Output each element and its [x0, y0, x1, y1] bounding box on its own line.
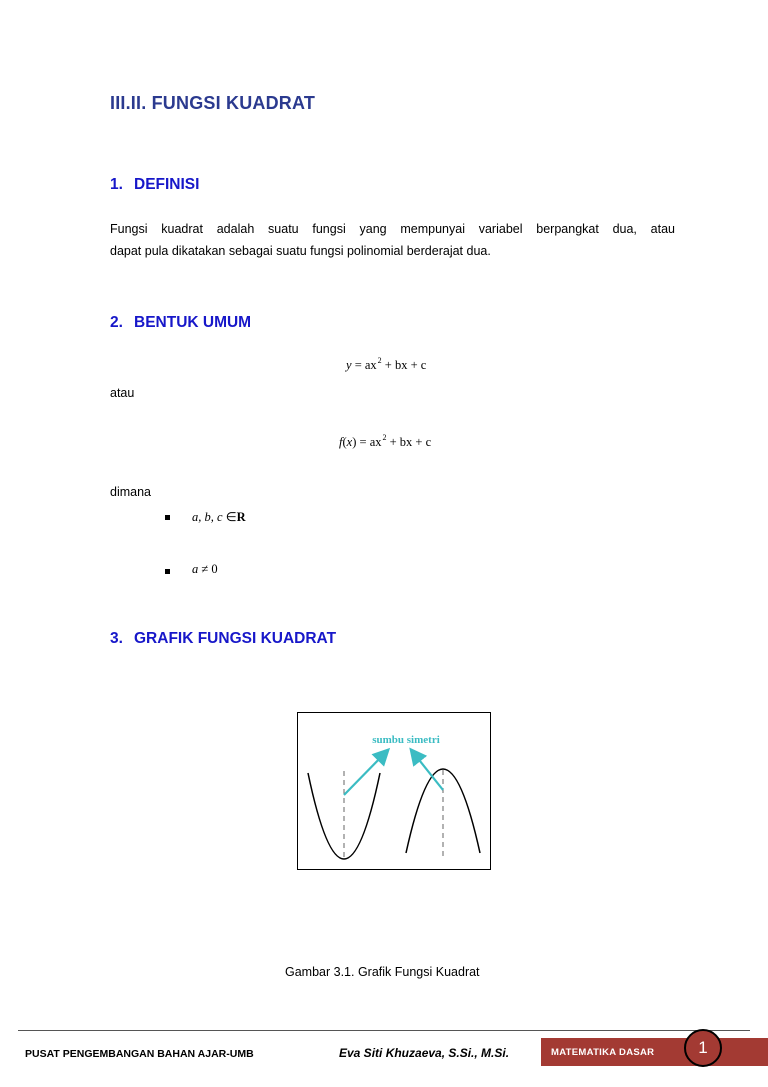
section-heading-grafik	[110, 630, 336, 648]
footer-author: Eva Siti Khuzaeva, S.Si., M.Si.	[339, 1046, 510, 1060]
bullet-item-nonzero-a	[192, 562, 218, 577]
symmetry-label: sumbu simetri	[372, 734, 440, 746]
bullet-item-real-coefficients	[192, 509, 246, 525]
equation-general-form	[346, 356, 426, 373]
section-number: 2.	[110, 314, 123, 331]
eq1-lhs: y	[346, 358, 352, 372]
section-number: 3.	[110, 630, 123, 647]
eq2-paren-open: (	[342, 435, 347, 449]
bullet2-var: a	[192, 562, 199, 576]
footer-institution: PUSAT PENGEMBANGAN BAHAN AJAR-UMB	[25, 1048, 254, 1060]
definition-line-2: dapat pula dikatakan sebagai suatu fungsi polinomial berderajat dua.	[110, 244, 491, 258]
section-title: DEFINISI	[134, 176, 200, 193]
eq1-rhs-a: = ax	[354, 358, 377, 372]
bullet-icon	[165, 515, 170, 520]
page-number: 1	[698, 1038, 708, 1057]
eq2-rhs-b: + bx + c	[389, 435, 432, 449]
eq2-paren-close: )	[352, 435, 357, 449]
section-number: 1.	[110, 176, 123, 193]
bullet2-condition: ≠ 0	[201, 562, 218, 576]
eq2-exponent: 2	[382, 433, 387, 442]
parabola-figure	[298, 713, 490, 869]
bullet1-vars: a, b, c	[192, 510, 223, 524]
eq1-exponent: 2	[377, 356, 382, 365]
footer-subject: MATEMATIKA DASAR	[551, 1047, 655, 1058]
bullet-icon	[165, 569, 170, 574]
arrow-left	[344, 751, 387, 795]
section-heading-bentuk-umum	[110, 314, 251, 332]
eq2-rhs-a: = ax	[359, 435, 382, 449]
eq2-function-name: f	[339, 435, 343, 449]
figure-caption: Gambar 3.1. Grafik Fungsi Kuadrat	[285, 965, 480, 979]
where-text: dimana	[110, 485, 151, 499]
definition-line-1: Fungsi kuadrat adalah suatu fungsi yang mempunyai variabel berpangkat dua, atau	[110, 222, 675, 236]
or-text: atau	[110, 386, 135, 400]
eq2-variable: x	[346, 435, 353, 449]
section-heading-definisi	[110, 176, 199, 194]
equation-function-form	[339, 433, 431, 450]
page-number-badge	[684, 1029, 722, 1067]
eq1-rhs-b: + bx + c	[384, 358, 427, 372]
real-set-symbol: R	[236, 510, 246, 524]
element-of-symbol: ∈	[225, 510, 237, 524]
footer-divider	[18, 1030, 750, 1031]
section-title: GRAFIK FUNGSI KUADRAT	[134, 630, 337, 647]
chapter-title: III.II. FUNGSI KUADRAT	[110, 93, 316, 113]
section-title: BENTUK UMUM	[134, 314, 252, 331]
figure-frame	[297, 712, 491, 870]
definition-paragraph	[110, 218, 675, 262]
